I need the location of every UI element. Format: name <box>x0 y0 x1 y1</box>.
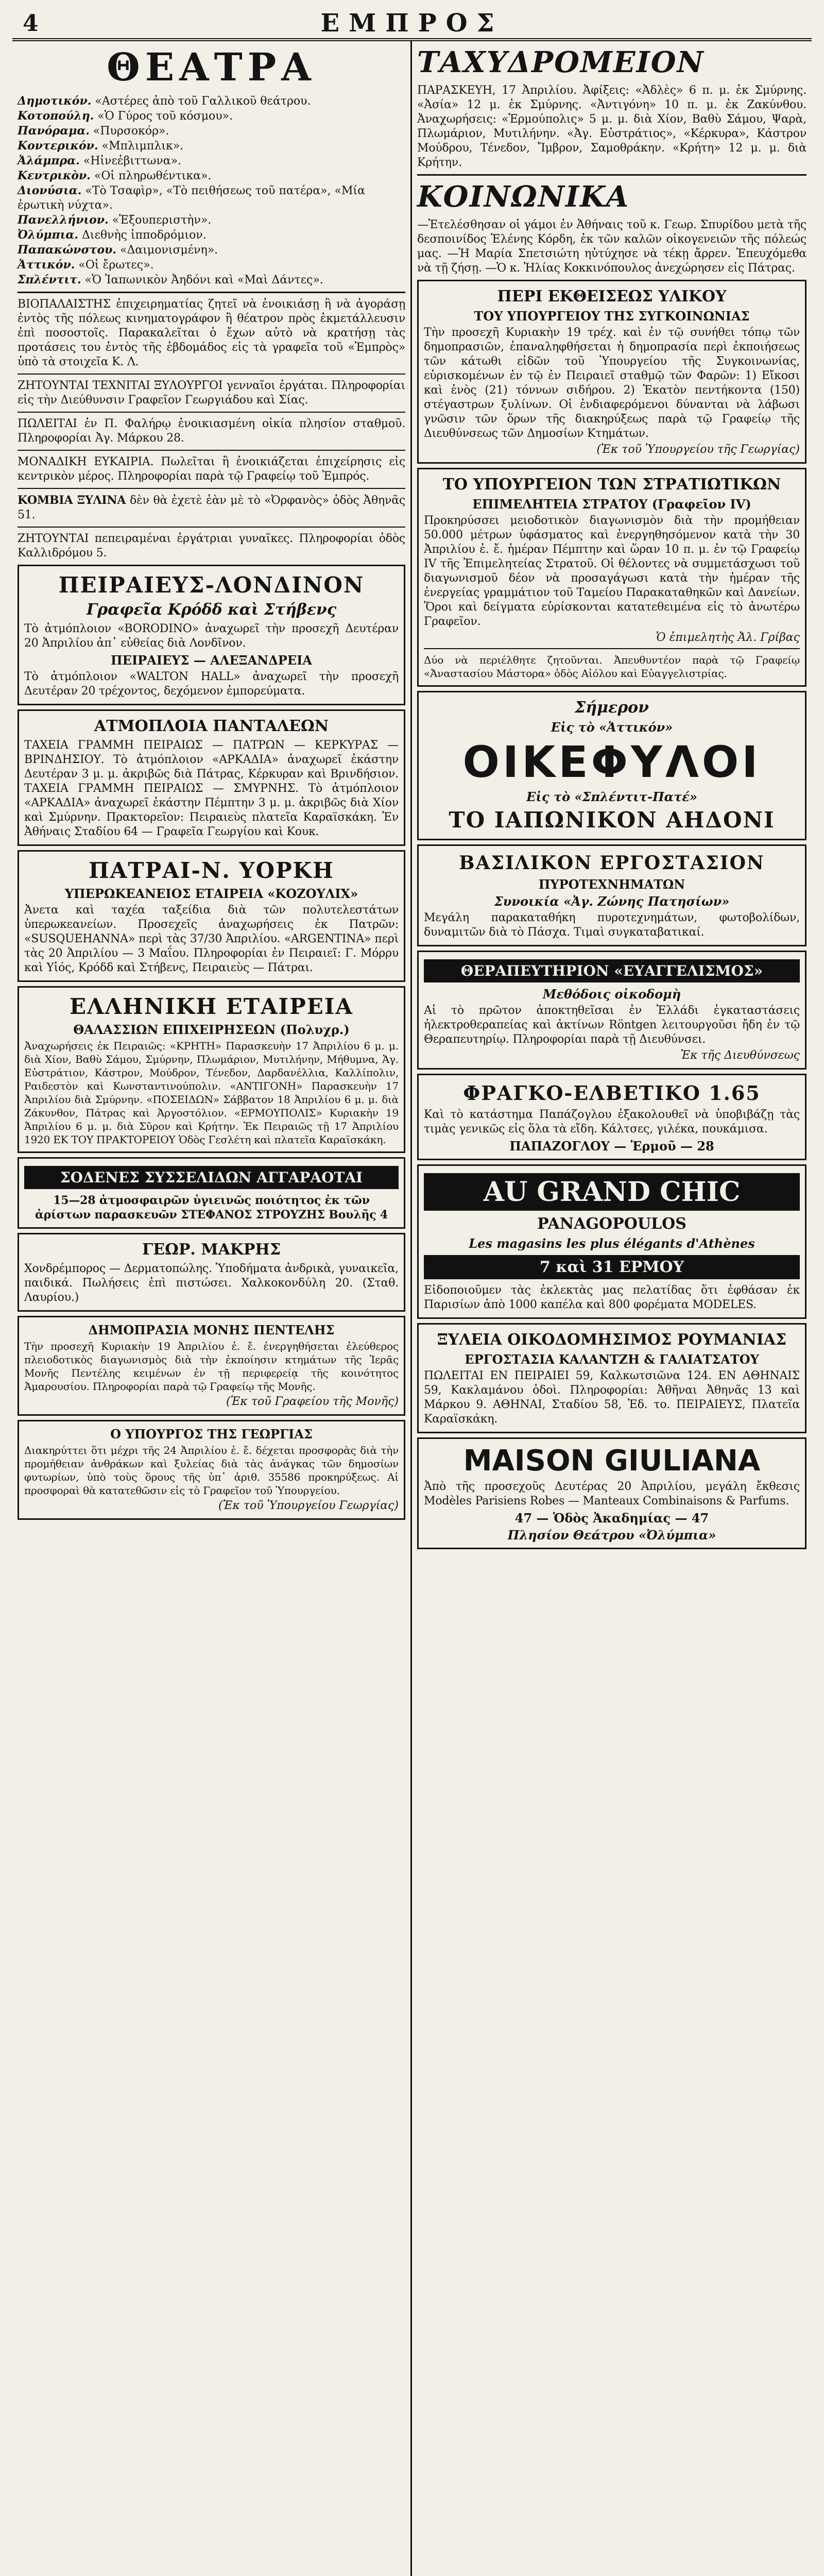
cinema-title: ΟΙΚΕΦΥΛΟΙ <box>462 737 761 787</box>
grand-chic-address: 7 καὶ 31 ΕΡΜΟΥ <box>424 1255 800 1279</box>
patrai-ad <box>18 850 405 982</box>
giuliana-note: Πλησίον Θεάτρου «Ὀλύμπια» <box>507 1528 716 1543</box>
divider <box>18 292 405 293</box>
divider <box>18 450 405 451</box>
patrai-subtitle: ΥΠΕΡΩΚΕΑΝΕΙΟΣ ΕΤΑΙΡΕΙΑ «ΚΟΖΟΥΛΙΧ» <box>64 886 358 901</box>
grand-chic-ad <box>417 1164 806 1319</box>
columns <box>12 41 812 2576</box>
stoupis-ad <box>18 1157 405 1229</box>
theatres-list <box>18 94 405 287</box>
pantaleon-ad <box>18 709 405 846</box>
minister-signature: (Ἐκ τοῦ Ὑπουργείου Γεωργίας) <box>218 1499 399 1512</box>
shipping-item: ΠΕΙΡΑΙΕΥΣ — ΑΛΕΞΑΝΔΡΕΙΑ <box>111 653 312 668</box>
post-text: ΠΑΡΑΣΚΕΥΗ, 17 Ἀπριλίου. Ἀφίξεις: «Ἀδλὲς» 6 π. μ. ἐκ Σμύρνης. «Ἀσία» 12 μ. ἐκ Σμύρνης. «Ἀντιγόνη» 10 π. μ. ἐκ Ζακύνθου. Ἀναχωρήσεις: «Ἑρμούπολις» 5 μ. μ. διὰ Χίον, Βαθὺ Σάμου, Ψαρὰ, Πλωμάριον, Μυτιλήνην. «Ἀγ. Εὐστράτιος», «Κέρκυρα», Κάστρον Μούδρου, Τένεδον, Ἴμβρον, Σαμοθράκην. «Κρήτη» 12 μ. μ. διὰ Κρήτην. <box>417 84 810 169</box>
franco-address: ΠΑΠΑΖΟΓΛΟΥ — Ἑρμοῦ — 28 <box>509 1139 714 1154</box>
exports-subtitle: ΤΟΥ ΥΠΟΥΡΓΕΙΟΥ ΤΗΣ ΣΥΓΚΟΙΝΩΝΙΑΣ <box>474 309 750 324</box>
pantaleon-title: ΑΤΜΟΠΛΟΙΑ ΠΑΝΤΑΛΕΩΝ <box>94 717 329 735</box>
exports-notice <box>417 280 806 464</box>
army-subtitle: ΕΠΙΜΕΛΗΤΕΙΑ ΣΤΡΑΤΟΥ (Γραφεῖον IV) <box>472 497 751 512</box>
stoupis-text: 15—28 ἀτμοσφαιρῶν ὑγιεινῶς ποιότητος ἐκ τῶν ἀρίστων παρασκευῶν ΣΤΕΦΑΝΟΣ ΣΤΡΟΥΖΗΣ Βουλῆς 4 <box>35 1194 388 1222</box>
classified-ad: ΠΩΛΕΙΤΑΙ ἐν Π. Φαλήρῳ ἐνοικιασμένη οἰκία πλησίον σταθμοῦ. Πληροφορίαι Ἀγ. Μάρκου 28. <box>18 417 409 445</box>
cinema-ad <box>417 691 806 840</box>
army-notice <box>417 468 806 687</box>
exports-title: ΠΕΡΙ ΕΚΘΕΙΣΕΩΣ ΥΛΙΚΟΥ <box>497 287 727 306</box>
hellenic-title: ΕΛΛΗΝΙΚΗ ΕΤΑΙΡΕΙΑ <box>69 994 354 1019</box>
theatre-item: Κοτοπούλη. «Ὁ Γύρος τοῦ κόσμου». <box>18 109 233 123</box>
theatre-item: Ἀλάμπρα. «Ηἰνεἐβιττωνα». <box>18 154 182 167</box>
grand-chic-more: Εἰδοποιοῦμεν τὰς ἐκλεκτὰς μας πελατίδας ὅτι ἐφθάσαν ἐκ Παρισίων ἀπὸ 1000 καπέλα καὶ 800 φορέματα MODELES. <box>424 1284 803 1311</box>
patrai-title: ΠΑΤΡΑΙ-Ν. ΥΟΡΚΗ <box>89 858 334 883</box>
giuliana-address: 47 — Ὁδὸς Ἀκαδημίας — 47 <box>514 1511 709 1526</box>
patrai-text: Ἀνετα καὶ ταχέα ταξείδια διὰ τῶν πολυτελεστάτων ὑπερωκεανείων. Προσεχεῖς ἀναχωρήσεις ἐκ Πατρῶν: «SUSQUEHANNA» περὶ τὰς 37/30 Ἀπριλίου. «ARGENTINA» περὶ τὰς 20 Ἀπριλίου — 3 Μαΐου. Πληροφορίαι ἐν Πειραιεῖ: Γ. Μόρρυ καὶ Υἱός, Κρόδδ καὶ Στήβενς, Πειραιεὺς — Πάτραι. <box>24 904 402 974</box>
cinema-pre: Σήμερον <box>575 699 649 717</box>
army-text: Προκηρύσσει μειοδοτικὸν διαγωνισμὸν διὰ τὴν προμήθειαν 50.000 μέτρων ὑφάσματος καὶ ἐνεργηθησόμενον κατὰ τὴν 30 Ἀπριλίου ἐ. ἔ. ἡμέραν Πέμπτην καὶ ὥραν 10 π. μ. ἐν τῷ Γραφείῳ IV τῆς Ἐπιμελητείας Στρατοῦ. Οἱ θέλοντες νὰ συμμετάσχωσι τοῦ διαγωνισμοῦ δέον νὰ προσαγάγωσι κατὰ τὴν ἡμέραν τῆς ἐνεργείας γραμμάτιον τοῦ Ταμείου Παρακαταθηκῶν καὶ Δανείων. Ὅροι καὶ δείγματα εὑρίσκονται κατατεθειμένα εἰς τὸ ἀνωτέρω Γραφεῖον. <box>424 514 803 628</box>
theatre-item: Παπακώνστου. «Δαιμονισμένη». <box>18 243 218 257</box>
grand-chic-title: AU GRAND CHIC <box>424 1173 800 1211</box>
evangelismos-signature: Ἐκ τῆς Διευθύνσεως <box>680 1049 800 1062</box>
makris-title: ΓΕΩΡ. ΜΑΚΡΗΣ <box>142 1241 281 1259</box>
fireworks-text: Μεγάλη παρακαταθήκη πυροτεχνημάτων, φωτοβολίδων, δυναμιτῶν διὰ τὸ Πάσχα. Τιμαὶ συγκαταβατικαί. <box>424 911 803 939</box>
divider <box>18 374 405 375</box>
army-signature: Ὁ ἐπιμελητὴς Ἀλ. Γρίβας <box>656 631 800 644</box>
wood-ad <box>417 1323 806 1433</box>
army-title: ΤΟ ΥΠΟΥΡΓΕΙΟΝ ΤΩΝ ΣΤΡΑΤΙΩΤΙΚΩΝ <box>442 476 781 494</box>
shipping-item: Τὸ ἀτμόπλοιον «BORODINO» ἀναχωρεῖ τὴν προσεχῆ Δευτέραν 20 Ἀπριλίου ἀπ᾽ εὐθείας διὰ Λονδῖνον. <box>24 622 402 650</box>
theatre-item: Δημοτικόν. «Αστέρες ἀπὸ τοῦ Γαλλικοῦ θεάτρου. <box>18 94 311 108</box>
penteli-ad <box>18 1316 405 1416</box>
classified-ad: ΖΗΤΟΥΝΤΑΙ ΤΕΧΝΙΤΑΙ ΞΥΛΟΥΡΓΟΙ γενναῖοι ἐργάται. Πληροφορίαι εἰς τὴν Διεύθυνσιν Γραφεῖον Γεωργιάδου καὶ Σίας. <box>18 379 409 406</box>
wood-text: ΠΩΛΕΙΤΑΙ ΕΝ ΠΕΙΡΑΙΕΙ 59, Καλκωτσιῶνα 124. ΕΝ ΑΘΗΝΑΙΣ 59, Κακλαμάνου ὁδοὶ. Πληροφορίαι: Ἀθῆναι Ἀθηνᾶς 13 καὶ Μάρκου 9. ΑΘΗΝΑΙ, Σταδίου 58, Ἐδ. το. ΠΕΙΡΑΙΕΥΣ, Πλατεῖα Καραϊσκάκη. <box>424 1369 803 1426</box>
evangelismos-text: Αἱ τὸ πρῶτον ἀποκτηθεῖσαι ἐν Ἑλλάδι ἐγκαταστάσεις ἠλεκτροθεραπείας καὶ ἀκτίνων Röntgen λειτουργοῦσι ἤδη ἐν τῷ Θεραπευτηρίῳ. Πληροφορίαι παρὰ τῇ Διευθύνσει. <box>424 1004 803 1046</box>
hellenic-subtitle: ΘΑΛΑΣΣΙΩΝ ΕΠΙΧΕΙΡΗΣΕΩΝ (Πολυχρ.) <box>73 1022 350 1037</box>
theatre-item: Πανελλήνιον. «Ἐξουπεριστὴν». <box>18 213 212 227</box>
hellenic-text: Ἀναχωρήσεις ἐκ Πειραιῶς: «ΚΡΗΤΗ» Παρασκευὴν 17 Ἀπριλίου 6 μ. μ. διὰ Χίον, Βαθὺ Σάμου, Σμύρνην, Πλωμάριον, Μυτιλήνην, Μήθυμνα, Ἁγ. Εὐστράτιον, Κάστρον, Μούδρον, Τένεδον, Δαρδανέλλια, Καλλίπολιν, Ραιδεστὸν καὶ Κωνσταντινούπολιν. «ΑΝΤΙΓΟΝΗ» Παρασκευὴν 17 Ἀπριλίου διὰ Σμύρνην. «ΠΟΣΕΙΔΩΝ» Σάββατον 18 Ἀπριλίου 6 μ. μ. διὰ Ζάκυνθον, Πάτρας καὶ Ἀργοστόλιον. «ΕΡΜΟΥΠΟΛΙΣ» Κυριακὴν 19 Ἀπριλίου 6 μ. μ. διὰ Σῦρον καὶ Κρήτην. Ἐκ Πειραιῶς τῇ 17 Ἀπριλίου 1920 ΕΚ ΤΟΥ ΠΡΑΚΤΟΡΕΙΟΥ Ὁδὸς Γεσλέτη καὶ πλατεῖα Καραϊσκάκη. <box>24 1040 402 1146</box>
cinema-place: Εἰς τὸ «Ἀττικόν» <box>551 720 673 735</box>
divider <box>424 648 800 649</box>
fireworks-owner: Συνοικία «Ἀγ. Ζώνης Πατησίων» <box>494 894 730 909</box>
paper-name: ΕΜΠΡΟΣ <box>320 9 504 38</box>
pantaleon-text: ΤΑΧΕΙΑ ΓΡΑΜΜΗ ΠΕΙΡΑΙΩΣ — ΠΑΤΡΩΝ — ΚΕΡΚΥΡΑΣ — ΒΡΙΝΔΗΣΙΟΥ. Τὸ ἀτμόπλοιον «ΑΡΚΑΔΙΑ» ἀναχωρεῖ ἐκάστην Δευτέραν 3 μ. μ. ἀκριβῶς διὰ Πάτρας, Κέρκυραν καὶ Βρινδήσιον. ΤΑΧΕΙΑ ΓΡΑΜΜΗ ΠΕΙΡΑΙΩΣ — ΣΜΥΡΝΗΣ. Τὸ ἀτμόπλοιον «ΑΡΚΑΔΙΑ» ἀναχωρεῖ ἐκάστην Πέμπτην 3 μ. μ. ἀκριβῶς διὰ Χίον καὶ Σμύρνην. Πρακτορεῖον: Πειραιεὺς πλατεῖα Καραϊσκάκη. Ἐν Ἀθήναις Σταδίου 64 — Γραφεῖα Γεωργίου καὶ Κουκ. <box>24 739 402 838</box>
left-column <box>12 41 412 2576</box>
evangelismos-subtitle: Μεθόδοις οἰκοδομὴ <box>542 987 681 1002</box>
social-text: —Ἐτελέσθησαν οἱ γάμοι ἐν Ἀθήναις τοῦ κ. Γεωρ. Σπυρίδου μετὰ τῆς δεσποινίδος Ἑλένης Κόρδη, ἐκ τῶν καλῶν οἰκογενειῶν τῆς πόλεώς μας. —Ἡ Μαρία Σπετσιώτη ηὐτύχησε νὰ τέκῃ ἄρρεν. Ἐπευχόμεθα νὰ τῇ ζήσῃ. —Ὁ κ. Ἠλίας Κοκκινόπουλος ἀνεχώρησεν εἰς Πάτρας. <box>417 218 810 275</box>
penteli-text: Τὴν προσεχῆ Κυριακὴν 19 Ἀπριλίου ἐ. ἔ. ἐνεργηθήσεται ἐλεύθερος πλειοδοτικὸς διαγωνισμὸς διὰ τὴν ἐκποίησιν κτημάτων τῆς Ἱερᾶς Μονῆς Πεντέλης κειμένων ἐν τῇ περιφερείᾳ τῆς κοινότητος Ἀμαρουσίου. Πληροφορίαι παρὰ τῷ Γραφείῳ τῆς Μονῆς. <box>24 1340 402 1393</box>
fireworks-ad <box>417 844 806 946</box>
theatre-item: Ἀττικόν. «Οἱ ἔρωτες». <box>18 258 154 272</box>
cinema-title-2: ΤΟ ΙΑΠΩΝΙΚΟΝ ΑΗΔΟΝΙ <box>449 807 775 833</box>
giuliana-text: Ἀπὸ τῆς προσεχοῦς Δευτέρας 20 Ἀπριλίου, μεγάλη ἔκθεσις Modèles Parisiens Robes — Manteaux Combinaisons & Parfums. <box>424 1480 803 1507</box>
wood-subtitle: ΕΡΓΟΣΤΑΣΙΑ ΚΑΛΑΝΤΖΗ & ΓΑΛΙΑΤΣΑΤΟΥ <box>465 1352 759 1367</box>
makris-ad <box>18 1233 405 1312</box>
theatre-item: Κοντερικόν. «Μπλιμπλικ». <box>18 139 184 152</box>
classified-ad: ΒΙΟΠΑΛΑΙΣΤΗΣ ἐπιχειρηματίας ζητεῖ νὰ ἐνοικιάσῃ ἢ νὰ ἀγοράσῃ ἐντὸς τῆς πόλεως κινηματογράφον ἢ θέατρον πρὸς ἐκμετάλλευσιν ἐπὶ ποσοστοῖς. Παρακαλεῖται ὁ ἔχων αὐτὸ νὰ κρατήσῃ τὰς προτάσεις του ἐντὸς τῆς ἑβδομάδος εἰς τὰ γραφεῖα τοῦ «Ἐμπρὸς» ὑπὸ τὰ στοιχεῖα Κ. Λ. <box>18 298 409 368</box>
classified-ad: ΜΟΝΑΔΙΚΗ ΕΥΚΑΙΡΙΑ. Πωλεῖται ἢ ἐνοικιάζεται ἐπιχείρησις εἰς κεντρικὸν μέρος. Πληροφορίαι παρὰ τῷ Γραφείῳ τοῦ Ἐμπρός. <box>18 455 409 483</box>
penteli-title: ΔΗΜΟΠΡΑΣΙΑ ΜΟΝΗΣ ΠΕΝΤΕΛΗΣ <box>88 1323 335 1337</box>
theatre-item: Κεντρικὸν. «Οἱ πληρωθέντικα». <box>18 169 212 182</box>
divider <box>18 527 405 528</box>
grand-chic-text: Les magasins les plus élégants d'Athènes <box>469 1236 755 1251</box>
army-note: Δύο νὰ περιέλθητε ζητοῦνται. Ἀπευθυντέον παρὰ τῷ Γραφείῳ «Ἀναστασίου Μάστορα» ὁδὸς Αἰόλου καὶ Εὐαγγελιστρίας. <box>424 654 803 680</box>
minister-text: Διακηρύττει ὅτι μέχρι τῆς 24 Ἀπριλίου ἐ. ἔ. δέχεται προσφορὰς διὰ τὴν προμήθειαν ἀνθράκων καὶ ξυλείας διὰ τὰς ἀνάγκας τῶν δημοσίων φυτωρίων, ὑπὸ τοὺς ὅρους τῆς ὑπ᾽ ἀριθ. 35586 προκηρύξεως. Αἱ προσφοραὶ θὰ κατατεθῶσιν εἰς τὸ Γραφεῖον τοῦ Ὑπουργείου. <box>24 1444 402 1497</box>
fireworks-subtitle: ΠΥΡΟΤΕΧΝΗΜΑΤΩΝ <box>538 877 685 892</box>
page-number: 4 <box>23 10 39 37</box>
franco-ad <box>417 1074 806 1160</box>
theatres-title: ΘΕΑΤΡΑ <box>107 45 316 90</box>
stoupis-title: ΣΟΔΕΝΕΣ ΣΥΣΣΕΛΙΔΩΝ ΑΓΓΑΡΑΟΤΑΙ <box>24 1166 399 1189</box>
minister-ad <box>18 1420 405 1520</box>
makris-text: Χονδρέμπορος — Δερματοπώλης. Ὑποδήματα ἀνδρικὰ, γυναικεῖα, παιδικά. Πωλήσεις ἐπὶ πιστώσει. Χαλκοκονδύλη 20. (Σταθ. Λαυρίου.) <box>24 1262 402 1304</box>
classified-ad: ΖΗΤΟΥΝΤΑΙ πεπειραμέναι ἐργάτριαι γυναῖκες. Πληροφορίαι ὁδὸς Καλλιδρόμου 5. <box>18 532 409 560</box>
shipping-title: ΠΕΙΡΑΙΕΥΣ-ΛΟΝΔΙΝΟΝ <box>58 572 365 598</box>
minister-title: Ο ΥΠΟΥΡΓΟΣ ΤΗΣ ΓΕΩΡΓΙΑΣ <box>110 1427 313 1442</box>
right-column <box>412 41 812 2576</box>
wood-title: ΞΥΛΕΙΑ ΟΙΚΟΔΟΜΗΣΙΜΟΣ ΡΟΥΜΑΝΙΑΣ <box>437 1331 787 1349</box>
giuliana-title: MAISON GIULIANA <box>463 1444 761 1478</box>
post-title: ΤΑΧΥΔΡΟΜΕΙΟΝ <box>417 45 705 79</box>
franco-text: Καὶ τὸ κατάστημα Παπάζογλου ἐξακολουθεῖ νὰ ὑποβιβάζῃ τὰς τιμὰς γενικῶς εἰς ὅλα τὰ εἴδη. Κάλτσες, γιλέκα, πουκάμισα. <box>424 1108 803 1136</box>
theatre-item: Διονύσια. «Τὸ Τσαφὶρ», «Τὸ πειθήσεως τοῦ πατέρα», «Μία ἐρωτικὴ νύχτα». <box>18 184 366 212</box>
shipping-ad <box>18 565 405 705</box>
exports-signature: (Ἐκ τοῦ Ὑπουργείου τῆς Γεωργίας) <box>596 443 800 456</box>
shipping-subtitle: Γραφεῖα Κρόδδ καὶ Στήβενς <box>86 601 337 619</box>
giuliana-ad <box>417 1437 806 1549</box>
masthead <box>12 8 812 41</box>
theatre-item: Ὀλύμπια. Διεθνὴς ἱπποδρόμιον. <box>18 228 207 242</box>
theatre-item: Σπλέντιτ. «Ὁ Ἰαπωνικὸν Ἀηδόνι καὶ «Μαὶ Δάντες». <box>18 273 323 286</box>
classified-ad: ΚΟΜΒΙΑ ΞΥΛΙΝΑ δὲν θὰ ἐχετὲ ἐὰν μὲ τὸ «Ὀρφανὸς» ὁδὸς Ἀθηνᾶς 51. <box>18 494 409 521</box>
evangelismos-ad <box>417 951 806 1070</box>
penteli-signature: (Ἐκ τοῦ Γραφείου τῆς Μονῆς) <box>226 1395 399 1408</box>
ad-head: ΚΟΜΒΙΑ ΞΥΛΙΝΑ <box>18 494 126 507</box>
fireworks-title: ΒΑΣΙΛΙΚΟΝ ΕΡΓΟΣΤΑΣΙΟΝ <box>459 852 765 874</box>
divider <box>417 174 806 176</box>
theatre-item: Πανόραμα. «Πυρσοκόρ». <box>18 124 169 138</box>
evangelismos-title: ΘΕΡΑΠΕΥΤΗΡΙΟΝ «ΕΥΑΓΓΕΛΙΣΜΟΣ» <box>424 959 800 982</box>
divider <box>18 412 405 413</box>
exports-text: Τὴν προσεχῆ Κυριακὴν 19 τρέχ. καὶ ἐν τῷ συνήθει τόπῳ τῶν δημοπρασιῶν, ἐπαναληφθήσεται ἡ δημοπρασία περὶ ἐκποιήσεως τῶν κάτωθι εἰδῶν τοῦ Ὑπουργείου τῆς Συγκοινωνίας, εὑρισκομένων ἐν τῷ ἐν Πειραιεῖ σταθμῷ τῶν Φαρῶν: 1) Εἴκοσι καὶ ἑνὸς (21) τόννων σιδήρου. 2) Ἑκατὸν πεντήκοντα (150) στέγαστρων ξυλίνων. Οἱ ἐνδιαφερόμενοι δύνανται νὰ λάβωσι γνῶσιν τῶν ὅρων τῆς διακηρύξεως παρὰ τῷ Γραφείῳ τῆς Διευθύνσεως τῶν Δημοσίων Κτημάτων. <box>424 326 803 440</box>
cinema-place-2: Εἰς τὸ «Σπλέντιτ-Πατέ» <box>526 789 697 804</box>
shipping-item: Τὸ ἀτμόπλοιον «WALTON HALL» ἀναχωρεῖ τὴν προσεχῆ Δευτέραν 20 τρέχοντος, δεχόμενον ἐμπορεύματα. <box>24 670 402 698</box>
grand-chic-subtitle: PANAGOPOULOS <box>537 1215 686 1233</box>
social-title: ΚΟΙΝΩΝΙΚΑ <box>417 180 630 214</box>
hellenic-ad <box>18 986 405 1153</box>
divider <box>18 488 405 489</box>
franco-title: ΦΡΑΓΚΟ-ΕΛΒΕΤΙΚΟ 1.65 <box>463 1081 761 1105</box>
